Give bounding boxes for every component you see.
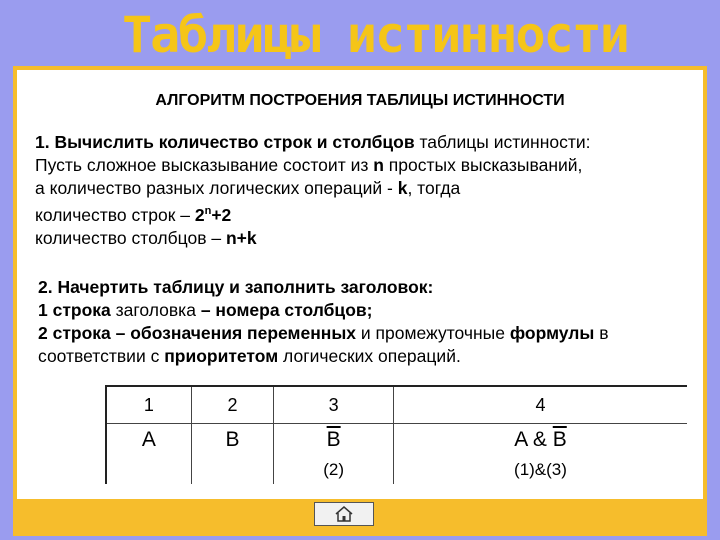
rows-label: количество строк – xyxy=(35,204,195,225)
negated-variable: $\overline{B}$ xyxy=(552,428,567,451)
table-cell: 1 xyxy=(106,386,191,424)
section-heading: АЛГОРИТМ ПОСТРОЕНИЯ ТАБЛИЦЫ ИСТИННОСТИ xyxy=(155,92,565,109)
table-cell: B xyxy=(191,424,274,457)
step2-line2-bold2: – номера столбцов; xyxy=(200,300,373,320)
step2-line3-bold1: 2 строка – обозначения переменных xyxy=(38,323,357,343)
step2-line3-text1: и промежуточные xyxy=(356,323,510,343)
table-cell xyxy=(106,456,191,484)
step1-line2-b: простых высказываний, xyxy=(383,155,583,175)
table-cell: A xyxy=(106,424,191,457)
var-n: n xyxy=(373,155,384,175)
home-icon xyxy=(335,506,353,522)
table-cell xyxy=(393,424,687,457)
step2-lead: 2. Начертить таблицу и заполнить заголовок: xyxy=(38,277,434,297)
table-cell: (2) xyxy=(274,456,394,484)
cols-label: количество столбцов – xyxy=(35,227,226,248)
step1-lead-rest: таблицы истинности: xyxy=(414,132,591,152)
table-cell: 4 xyxy=(393,386,687,424)
conjunction-formula: A & $\overline{B}$ xyxy=(514,428,567,451)
rows-formula xyxy=(195,205,231,225)
truth-table-example xyxy=(105,385,687,484)
step1-line3-b: , тогда xyxy=(407,178,461,198)
table-cell: 3 xyxy=(274,386,394,424)
step2-line2-bold1: 1 строка xyxy=(38,300,111,320)
step2-line4-text1: соответствии с xyxy=(38,346,165,366)
table-cell: (1)&(3) xyxy=(514,460,567,479)
step1-paragraph xyxy=(35,131,591,250)
table-row xyxy=(106,424,687,457)
rows-formula-base: 2 xyxy=(194,204,205,225)
table-row xyxy=(106,456,687,484)
cols-formula: n+k xyxy=(225,227,257,248)
rows-formula-tail: +2 xyxy=(211,204,232,225)
step2-paragraph xyxy=(38,276,609,368)
slide-title: Таблицы истинности xyxy=(122,6,628,64)
table-cell: 2 xyxy=(191,386,274,424)
step2-line3-text2: в xyxy=(594,323,609,343)
rows-formula-exp: n xyxy=(204,205,212,217)
step2-line4-text2: логических операций. xyxy=(278,346,461,366)
step2-line4-bold: приоритетом xyxy=(164,346,279,366)
step2-line2-text: заголовка xyxy=(110,300,201,320)
content-area xyxy=(17,70,703,499)
step1-line3-a: а количество разных логических операций - xyxy=(35,178,398,198)
step1-lead: 1. Вычислить количество строк и столбцов xyxy=(35,132,415,152)
negated-variable: $\overline{B}$ xyxy=(326,428,341,451)
home-button[interactable] xyxy=(314,502,374,526)
table-cell xyxy=(274,424,394,457)
step2-line3-bold2: формулы xyxy=(509,323,595,343)
table-row xyxy=(106,386,687,424)
step1-line2-a: Пусть сложное высказывание состоит из xyxy=(35,155,374,175)
table-cell xyxy=(191,456,274,484)
var-k: k xyxy=(397,178,408,198)
